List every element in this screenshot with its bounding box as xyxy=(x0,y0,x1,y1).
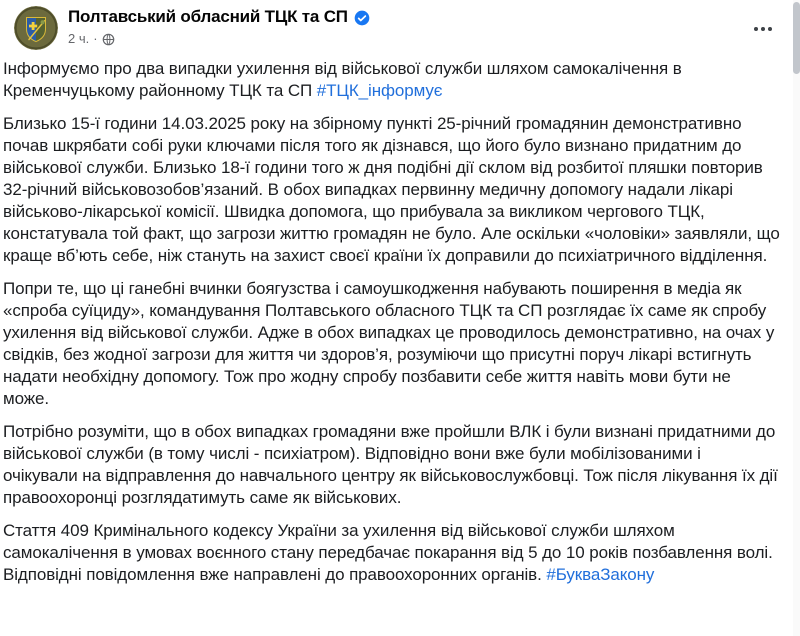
paragraph-text: Близько 15-ї години 14.03.2025 року на збірному пункті 25-річний громадянин демонстративно почав шкрябати собі руки ключами після того як дізнався, що його було визнано придатним до військової служби. Близько 18-ї години того ж дня подібні дії склом від розбитої пляшки повторив 32-річний військовозобов’язаний. В обох випадках первинну медичну допомогу надали лікарі військово-лікарської комісії. Швидка допомога, що прибувала за викликом чергового ТЦК, констатувала той факт, що загрози життю громадян не було. Але оскільки «чоловіки» заявляли, що краще вб’ють себе, ніж стануть на захист своєї країни їх доправили до психіатричного відділення. xyxy=(3,114,780,265)
post-paragraph xyxy=(3,421,780,509)
scrollbar-thumb[interactable] xyxy=(793,2,800,74)
page-name[interactable]: Полтавський обласний ТЦК та СП xyxy=(68,7,348,26)
meta-row xyxy=(68,31,370,46)
ellipsis-icon xyxy=(768,27,772,31)
more-options-button[interactable] xyxy=(750,21,776,37)
timestamp[interactable]: 2 ч. xyxy=(68,31,90,46)
paragraph-text: Інформуємо про два випадки ухилення від військової служби шляхом самокалічення в Кременчуцькому районному ТЦК та СП xyxy=(3,59,682,100)
paragraph-text: Попри те, що ці ганебні вчинки боягузства і самоушкодження набувають поширення в медіа як «спроба суїциду», командування Полтавського обласного ТЦК та СП розглядає їх саме як спробу ухилення від військової служби. Адже в обох випадках це проводилось демонстративно, на очах у свідків, без жодної загрози для життя чи здоров’я, розуміючи що присутні поруч лікарі встигнуть надати необхідну допомогу. Тож про жодну спробу позбавити себе життя навіть мови бути не може. xyxy=(3,279,775,408)
globe-icon xyxy=(102,33,115,46)
paragraph-text: Потрібно розуміти, що в обох випадках громадяни вже пройшли ВЛК і були визнані придатними до військової служби (в тому числі - психіатром). Відповідно вони вже були мобілізованими і очікували на відправлення до навчального центру як військовослужбовці. Тож після лікування їх дії правоохоронці розглядатимуть саме як військових. xyxy=(3,422,778,507)
meta-separator: · xyxy=(93,31,98,46)
paragraph-text: Стаття 409 Кримінального кодексу України за ухилення від військової служби шляхом самокалічення в умовах воєнного стану передбачає покарання від 5 до 10 років позбавлення волі. Відповідні повідомлення вже направлені до правоохоронних органів. xyxy=(3,521,773,584)
post-header xyxy=(0,0,800,50)
post-paragraph xyxy=(3,113,780,267)
header-text xyxy=(68,6,370,46)
avatar[interactable] xyxy=(14,6,58,50)
post-paragraph xyxy=(3,278,780,410)
scrollbar[interactable] xyxy=(793,0,800,636)
ellipsis-icon xyxy=(761,27,765,31)
unit-emblem-icon xyxy=(14,6,58,50)
name-row xyxy=(68,7,370,27)
hashtag-link[interactable]: #БукваЗакону xyxy=(546,565,655,584)
hashtag-link[interactable]: #ТЦК_інформує xyxy=(316,81,443,100)
post-body xyxy=(0,50,800,586)
ellipsis-icon xyxy=(754,27,758,31)
post-paragraph xyxy=(3,58,780,102)
verified-badge-icon xyxy=(354,10,370,26)
post-paragraph xyxy=(3,520,780,586)
